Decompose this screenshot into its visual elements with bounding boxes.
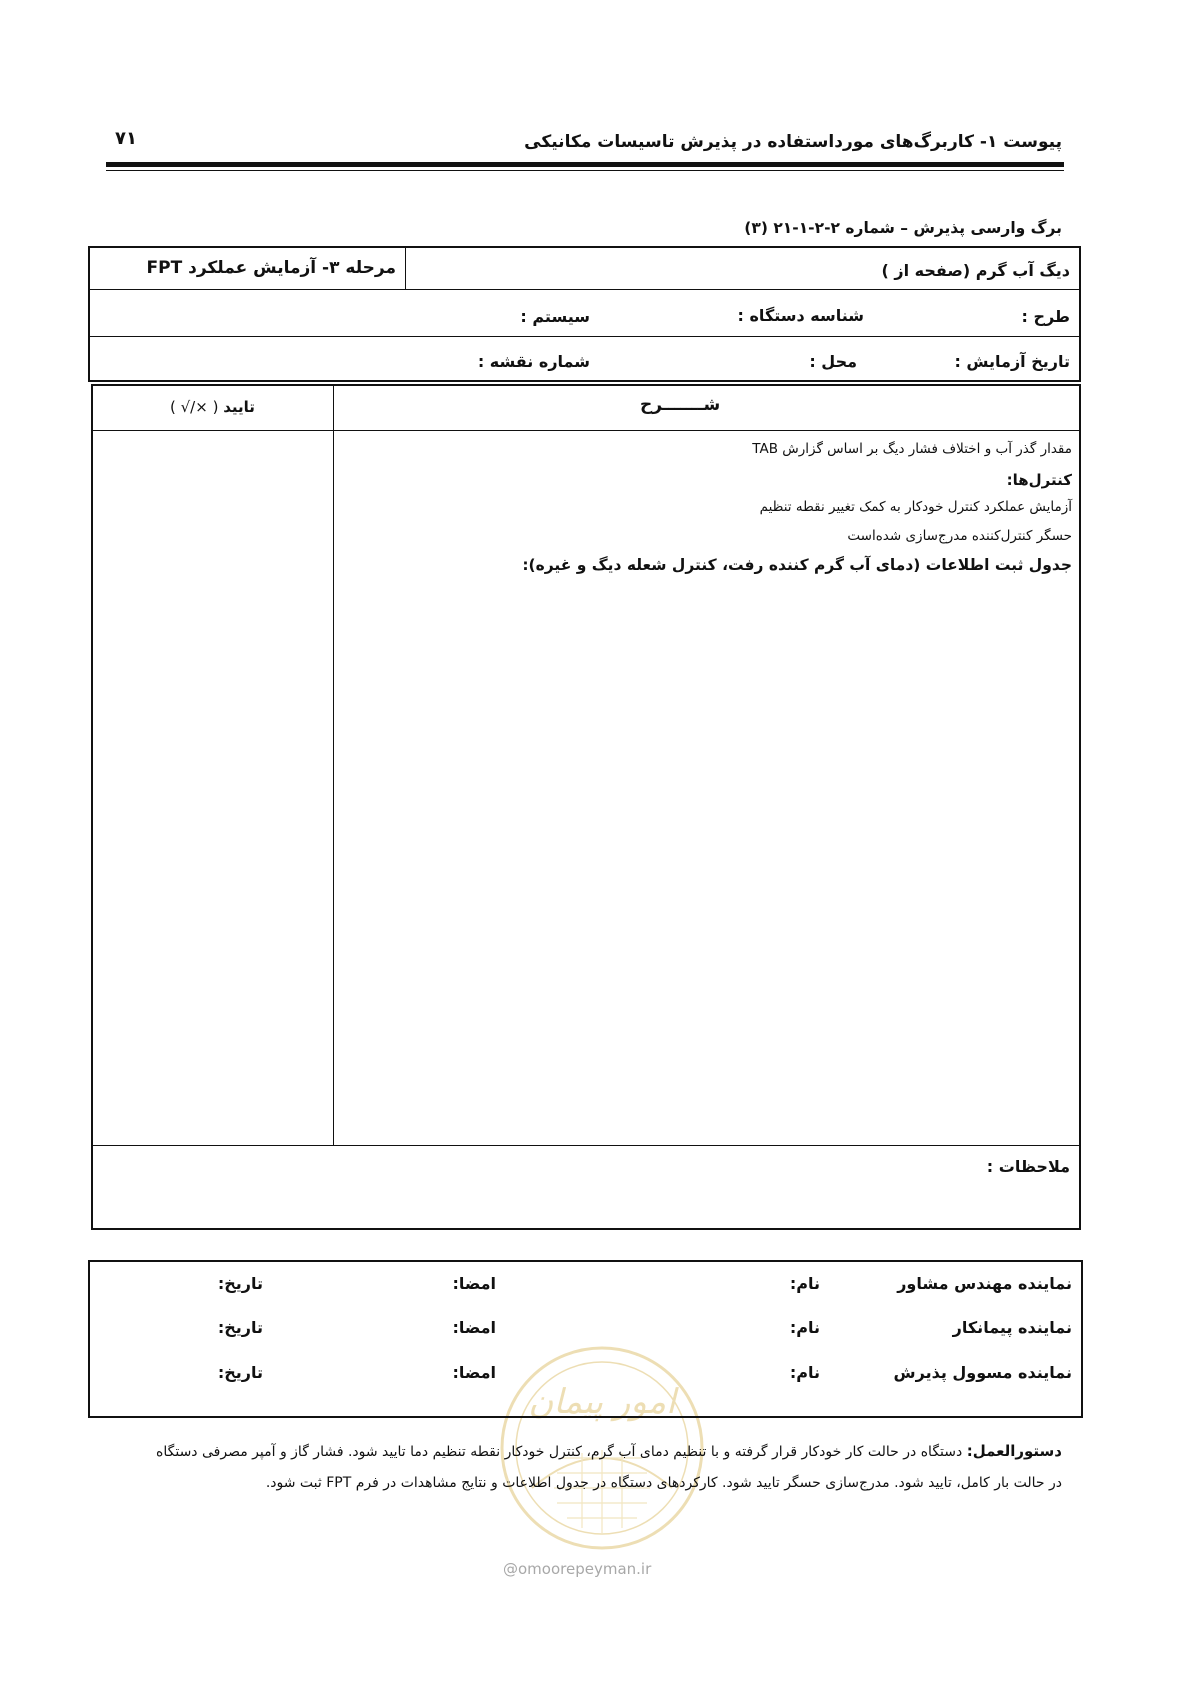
instruction-line-2: در حالت بار کامل، تایید شود. مدرج‌سازی حسگر تایید شود. کارکردهای دستگاه در جدول اطلاعات و نتایج مشاهدات در فرم FPT ثبت شود.	[265, 1475, 1062, 1491]
sig-name-contractor: نام:	[789, 1318, 820, 1337]
approve-label: تایید	[223, 398, 255, 416]
at-icon: @	[503, 1560, 518, 1578]
watermark-url	[503, 1560, 651, 1578]
info-divider-1	[88, 289, 1081, 290]
sig-role-consultant: نماینده مهندس مشاور	[897, 1274, 1072, 1293]
remarks-divider	[91, 1145, 1081, 1146]
desc-line-sensor: حسگر کنترل‌کننده مدرج‌سازی شده‌است	[847, 528, 1072, 544]
sig-role-contractor: نماینده پیمانکار	[952, 1318, 1072, 1337]
desc-line-control-test: آزمایش عملکرد کنترل خودکار به کمک تغییر نقطه تنظیم	[759, 499, 1072, 515]
approve-header	[170, 398, 255, 416]
instruction-text-1: دستگاه در حالت کار خودکار قرار گرفته و با تنظیم دمای آب گرم، کنترل خودکار نقطه تنظیم دما تایید شود. فشار گاز و آمپر مصرفی دستگاه	[156, 1444, 963, 1460]
device-id-label: شناسه دستگاه :	[737, 306, 864, 325]
instruction-label: دستورالعمل:	[966, 1442, 1062, 1460]
sig-sign-consultant: امضا:	[452, 1274, 496, 1293]
approve-symbols: ( √/× )	[170, 398, 219, 416]
sig-date-consultant: تاریخ:	[217, 1274, 263, 1293]
header-title: پیوست ۱- کاربرگ‌های مورداستفاده در پذیرش تاسیسات مکانیکی	[524, 132, 1062, 152]
header-rule-thick	[106, 162, 1064, 167]
table-column-divider	[333, 384, 334, 1146]
equipment-label: دیگ آب گرم (صفحه از )	[881, 261, 1070, 280]
sig-date-acceptance: تاریخ:	[217, 1363, 263, 1382]
sig-sign-contractor: امضا:	[452, 1318, 496, 1337]
test-date-label: تاریخ آزمایش :	[954, 352, 1070, 371]
watermark-logo-text: امور پیمان	[528, 1382, 676, 1422]
project-label: طرح :	[1021, 307, 1070, 326]
sig-role-acceptance: نماینده مسوول پذیرش	[893, 1363, 1072, 1382]
record-table-heading: جدول ثبت اطلاعات (دمای آب گرم کننده رفت، کنترل شعله دیگ و غیره):	[522, 556, 1072, 574]
description-header: شـــــــرح	[640, 395, 721, 415]
system-label: سیستم :	[520, 307, 590, 326]
info-divider-2	[88, 336, 1081, 337]
remarks-label: ملاحظات :	[986, 1157, 1070, 1176]
sig-date-contractor: تاریخ:	[217, 1318, 263, 1337]
sig-name-acceptance: نام:	[789, 1363, 820, 1382]
stage-label: مرحله ۳- آزمایش عملکرد FPT	[146, 258, 396, 278]
form-title: برگ وارسی پذیرش – شماره ۲-۲-۱-۲۱ (۳)	[744, 219, 1062, 237]
table-header-divider	[91, 430, 1081, 431]
instruction-line-1	[156, 1442, 1062, 1460]
page-number: ۷۱	[115, 128, 137, 149]
location-label: محل :	[809, 352, 857, 371]
sig-name-consultant: نام:	[789, 1274, 820, 1293]
drawing-number-label: شماره نقشه :	[477, 352, 590, 371]
desc-line-flow: مقدار گذر آب و اختلاف فشار دیگ بر اساس گزارش TAB	[752, 441, 1072, 457]
sig-sign-acceptance: امضا:	[452, 1363, 496, 1382]
controls-heading: کنترل‌ها:	[1006, 471, 1072, 489]
header-rule-thin	[106, 170, 1064, 171]
info-divider-vertical	[405, 246, 406, 290]
watermark-url-text: omoorepeyman.ir	[518, 1560, 652, 1578]
